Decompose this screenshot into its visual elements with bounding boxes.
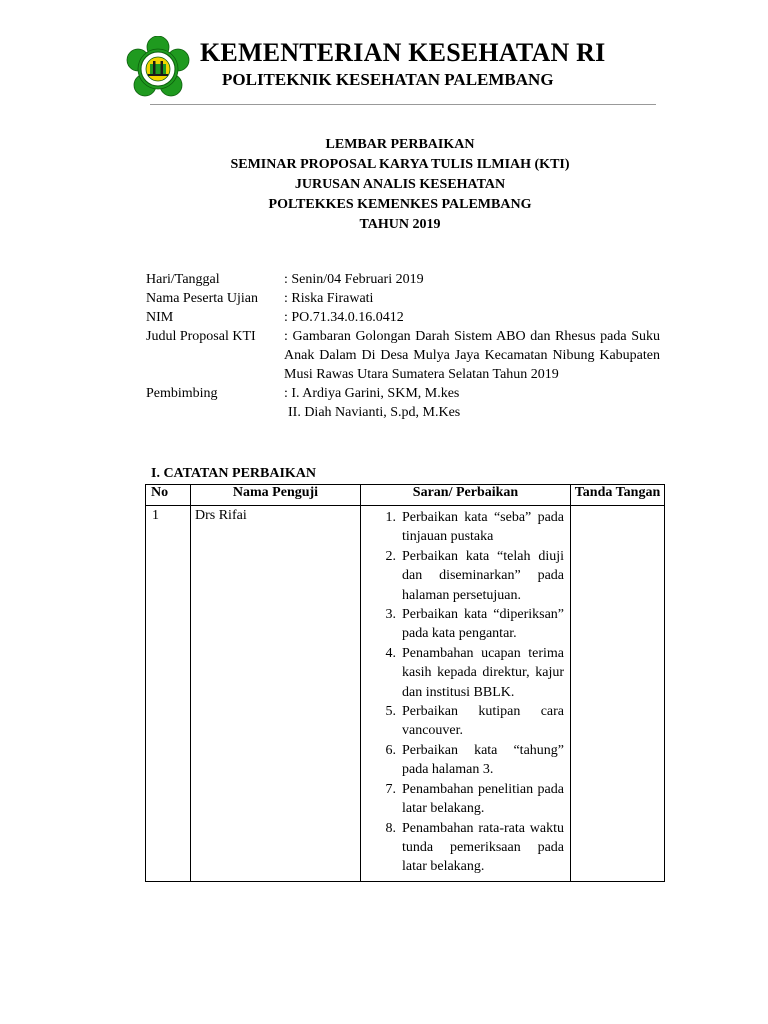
supervisor-2: II. Diah Navianti, S.pd, M.Kes xyxy=(288,405,461,420)
table-row xyxy=(146,506,665,882)
header-suggestion: Saran/ Perbaikan xyxy=(361,485,571,506)
supervisor-1: : I. Ardiya Garini, SKM, M.kes xyxy=(284,386,460,401)
info-row-title xyxy=(146,327,660,384)
table-header-row xyxy=(146,485,665,506)
info-row-student xyxy=(146,289,660,308)
list-item: 4. Penambahan ucapan terima kasih kepada direktur, kajur dan institusi BBLK. xyxy=(385,645,564,700)
title-line: LEMBAR PERBAIKAN xyxy=(325,137,475,152)
exam-info xyxy=(146,270,660,422)
header-divider xyxy=(150,104,656,105)
title-line: SEMINAR PROPOSAL KARYA TULIS ILMIAH (KTI) xyxy=(230,157,570,172)
row-no: 1 xyxy=(146,506,191,882)
info-row-supervisor xyxy=(146,384,660,403)
kemenkes-logo xyxy=(125,36,191,102)
proposal-title-value: : Gambaran Golongan Darah Sistem ABO dan Rhesus pada Suku Anak Dalam Di Desa Mulya Jaya Kecamatan Nibung Kabupaten Musi Rawas Utara Sumatera Selatan Tahun 2019 xyxy=(284,329,660,382)
date-label: Hari/Tanggal xyxy=(146,272,220,287)
title-line: JURUSAN ANALIS KESEHATAN xyxy=(294,177,506,192)
header-no: No xyxy=(146,485,191,506)
list-item: 8. Penambahan rata-rata waktu tunda pemeriksaan pada latar belakang. xyxy=(385,820,564,875)
revision-table xyxy=(145,484,665,882)
supervisor-label: Pembimbing xyxy=(146,386,218,401)
list-item: 7. Penambahan penelitian pada latar belakang. xyxy=(385,781,564,817)
list-item: 3. Perbaikan kata “diperiksan” pada kata pengantar. xyxy=(385,607,564,642)
student-label: Nama Peserta Ujian xyxy=(146,291,258,306)
list-item: 2. Perbaikan kata “telah diuji dan diseminarkan” pada halaman persetujuan. xyxy=(385,548,564,603)
org-name: KEMENTERIAN KESEHATAN RI xyxy=(200,38,606,67)
row-suggestions xyxy=(361,506,571,882)
date-value: : Senin/04 Februari 2019 xyxy=(284,272,424,287)
org-subname: POLITEKNIK KESEHATAN PALEMBANG xyxy=(222,70,554,89)
title-line: TAHUN 2019 xyxy=(359,217,441,232)
title-line: POLTEKKES KEMENKES PALEMBANG xyxy=(268,197,532,212)
nim-value: : PO.71.34.0.16.0412 xyxy=(284,310,404,325)
info-row-nim xyxy=(146,308,660,327)
row-signature xyxy=(571,506,665,882)
info-row-date xyxy=(146,270,660,289)
row-examiner: Drs Rifai xyxy=(191,506,361,882)
suggestion-list xyxy=(361,506,570,881)
header-signature: Tanda Tangan xyxy=(571,485,665,506)
nim-label: NIM xyxy=(146,310,174,325)
student-value: : Riska Firawati xyxy=(284,291,374,306)
list-item: 5. Perbaikan kutipan cara vancouver. xyxy=(385,704,564,739)
header-examiner: Nama Penguji xyxy=(191,485,361,506)
section-title: I. CATATAN PERBAIKAN xyxy=(151,466,317,481)
proposal-title-label: Judul Proposal KTI xyxy=(146,329,256,344)
list-item: 1. Perbaikan kata “seba” pada tinjauan pustaka xyxy=(385,510,564,545)
document-titles xyxy=(100,135,700,235)
list-item: 6. Perbaikan kata “tahung” pada halaman 3. xyxy=(385,742,564,778)
